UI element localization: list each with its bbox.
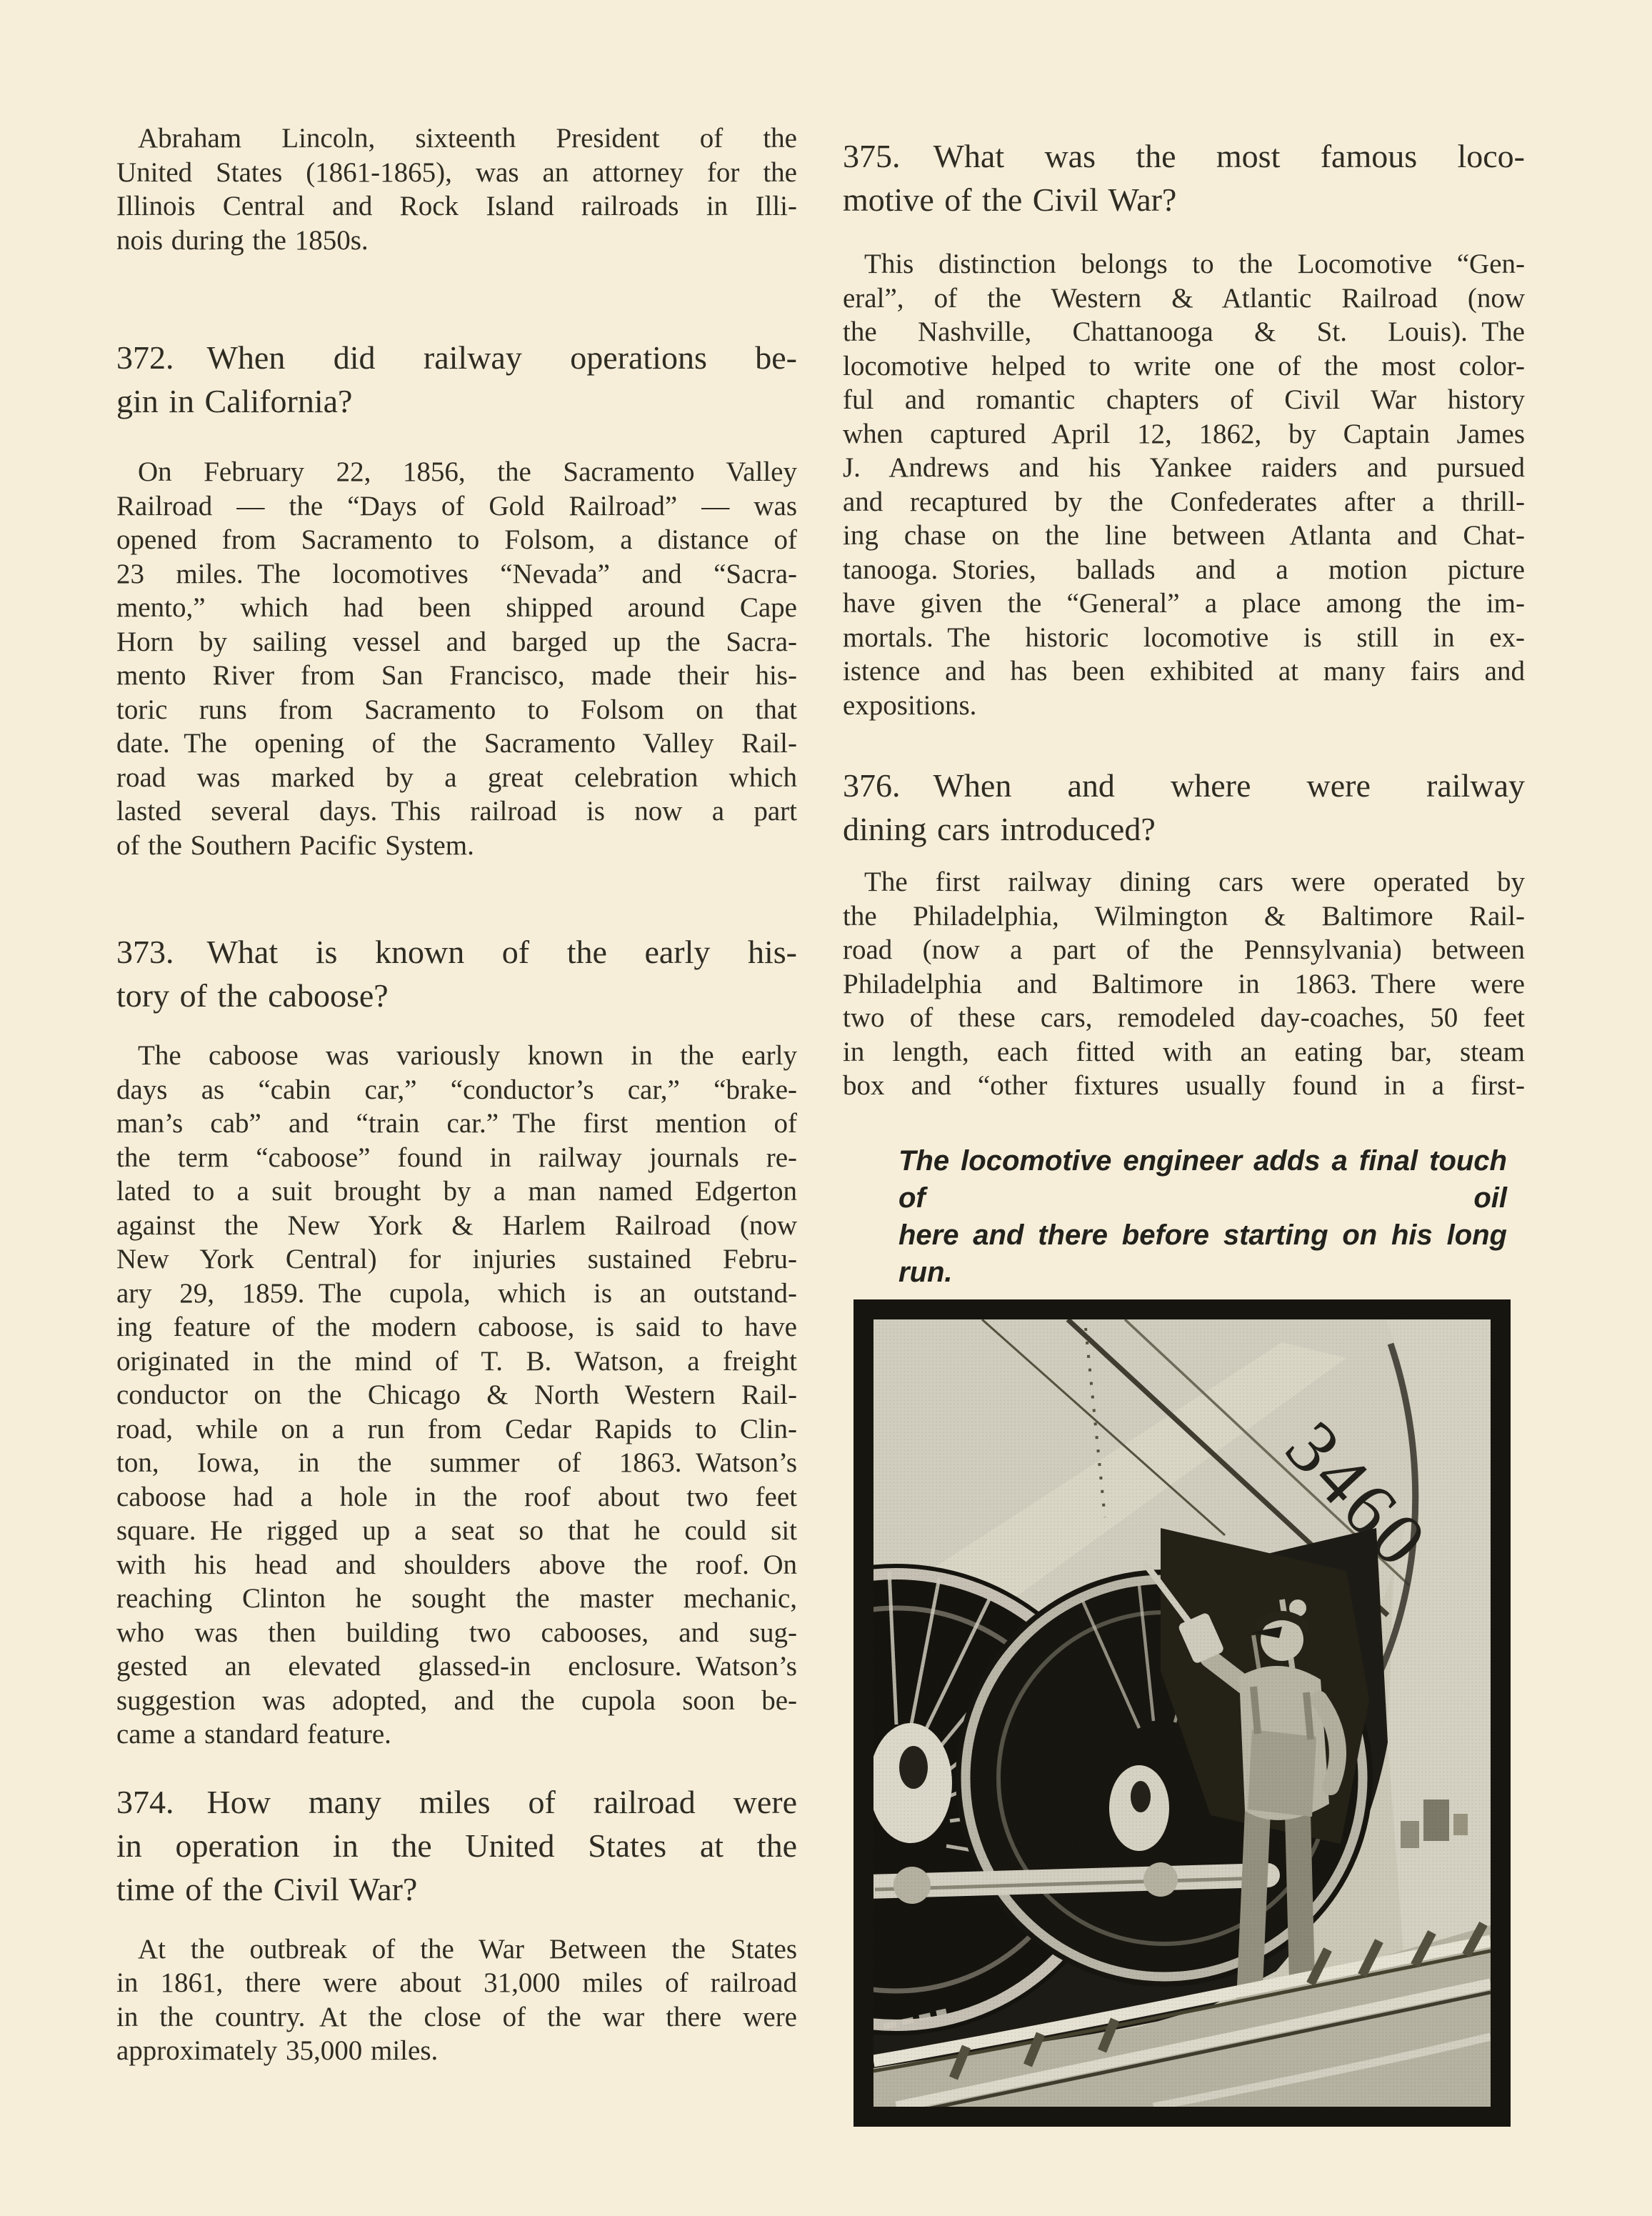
text-line: Horn by sailing vessel and barged up the Sacra- [116, 626, 797, 657]
question-376-answer [843, 865, 1525, 1103]
text-line: ary 29, 1859. The cupola, which is an outstand- [116, 1277, 797, 1309]
question-375-answer [843, 247, 1525, 722]
text-line: in length, each fitted with an eating bar, steam [843, 1036, 1525, 1067]
text-line: lasted several days. This railroad is now a part [116, 796, 797, 827]
text-line: gested an elevated glassed-in enclosure. Watson’s [116, 1651, 797, 1682]
text-line: approximately 35,000 miles. [116, 2035, 439, 2066]
text-line: of the Southern Pacific System. [116, 829, 474, 861]
text-line: eral”, of the Western & Atlantic Railroad (now [843, 282, 1525, 314]
text-line: conductor on the Chicago & North Western Rail- [116, 1379, 797, 1410]
text-line: the Philadelphia, Wilmington & Baltimore Rail- [843, 900, 1525, 932]
question-375-heading [843, 134, 1525, 221]
text-line: locomotive helped to write one of the most color- [843, 350, 1525, 381]
text-line: motive of the Civil War? [843, 181, 1177, 218]
text-line: caboose had a hole in the roof about two feet [116, 1481, 797, 1512]
question-373-heading [116, 930, 797, 1017]
text-line: who was then building two cabooses, and sug- [116, 1617, 797, 1648]
text-line: time of the Civil War? [116, 1870, 418, 1907]
text-line: came a standard feature. [116, 1719, 391, 1750]
text-line: istence and has been exhibited at many fairs and [843, 656, 1525, 687]
text-line: mortals. The historic locomotive is still in ex- [843, 622, 1525, 653]
question-372-answer [116, 455, 797, 862]
text-line: when captured April 12, 1862, by Captain James [843, 418, 1525, 449]
text-line: This distinction belongs to the Locomotive “Gen- [864, 249, 1525, 279]
text-line: the Nashville, Chattanooga & St. Louis). The [843, 316, 1525, 347]
text-line: mento River from San Francisco, made their his- [116, 660, 797, 691]
text-line: toric runs from Sacramento to Folsom on that [116, 694, 797, 725]
text-line: originated in the mind of T. B. Watson, a freight [116, 1345, 797, 1377]
text-line: tory of the caboose? [116, 977, 389, 1014]
photo-caption [898, 1142, 1507, 1291]
text-line: in 1861, there were about 31,000 miles of railroad [116, 1967, 797, 1998]
continued-paragraph [116, 121, 797, 257]
text-line: 372. When did railway operations be- [116, 339, 797, 376]
text-line: nois during the 1850s. [116, 224, 369, 256]
text-line: here and there before starting on his long run. [898, 1219, 1507, 1288]
text-line: Illinois Central and Rock Island railroads in Illi- [116, 191, 797, 221]
text-line: mento,” which had been shipped around Cape [116, 592, 797, 623]
text-line: ing chase on the line between Atlanta and Chat- [843, 520, 1525, 551]
text-line: have given the “General” a place among the im- [843, 588, 1525, 619]
text-line: On February 22, 1856, the Sacramento Valley [138, 456, 797, 487]
text-line: two of these cars, remodeled day-coaches, 50 feet [843, 1002, 1525, 1033]
text-line: ton, Iowa, in the summer of 1863. Watson’s [116, 1447, 797, 1478]
text-line: 375. What was the most famous loco- [843, 138, 1525, 174]
text-line: opened from Sacramento to Folsom, a distance of [116, 524, 797, 555]
text-line: 23 miles. The locomotives “Nevada” and “Sacra- [116, 558, 797, 589]
text-line: ing feature of the modern caboose, is said to have [116, 1312, 797, 1342]
text-line: with his head and shoulders above the roof. On [116, 1549, 797, 1580]
text-line: Railroad — the “Days of Gold Railroad” — was [116, 490, 797, 521]
text-line: Philadelphia and Baltimore in 1863. There were [843, 968, 1525, 999]
text-line: against the New York & Harlem Railroad (now [116, 1209, 797, 1241]
text-line: road was marked by a great celebration which [116, 762, 797, 793]
text-line: reaching Clinton he sought the master mechanic, [116, 1583, 797, 1614]
text-line: The caboose was variously known in the early [138, 1040, 797, 1071]
text-line: United States (1861-1865), was an attorney for the [116, 156, 797, 188]
question-374-heading [116, 1780, 797, 1911]
text-line: square. He rigged up a seat so that he could sit [116, 1515, 797, 1546]
locomotive-photo-illustration [853, 1299, 1511, 2127]
text-line: Abraham Lincoln, sixteenth President of the [138, 123, 797, 154]
text-line: 373. What is known of the early his- [116, 934, 797, 970]
text-line: road (now a part of the Pennsylvania) between [843, 934, 1525, 965]
text-line: At the outbreak of the War Between the States [138, 1933, 797, 1965]
text-line: in the country. At the close of the war there were [116, 2001, 797, 2032]
text-line: 376. When and where were railway [843, 767, 1525, 804]
text-line: in operation in the United States at the [116, 1827, 797, 1864]
text-line: the term “caboose” found in railway journals re- [116, 1142, 797, 1173]
text-line: lated to a suit brought by a man named Edgerton [116, 1176, 797, 1207]
text-line: The locomotive engineer adds a final touch of oil [898, 1144, 1507, 1214]
question-376-heading [843, 764, 1525, 851]
text-line: tanooga. Stories, ballads and a motion picture [843, 554, 1525, 585]
text-line: suggestion was adopted, and the cupola soon be- [116, 1685, 797, 1716]
text-line: road, while on a run from Cedar Rapids to Clin- [116, 1413, 797, 1444]
text-line: The first railway dining cars were operated by [864, 867, 1525, 897]
locomotive-photo [853, 1299, 1511, 2127]
question-374-answer [116, 1932, 797, 2068]
text-line: dining cars introduced? [843, 811, 1156, 847]
question-373-answer [116, 1039, 797, 1752]
left-column [116, 121, 797, 2068]
text-line: New York Central) for injuries sustained Febru- [116, 1244, 797, 1274]
text-line: expositions. [843, 689, 977, 721]
text-line: and recaptured by the Confederates after a thrill- [843, 486, 1525, 517]
text-line: days as “cabin car,” “conductor’s car,” “brake- [116, 1074, 797, 1105]
question-372-heading [116, 336, 797, 423]
text-line: gin in California? [116, 383, 353, 419]
right-column [843, 121, 1525, 2127]
text-line: date. The opening of the Sacramento Valley Rail- [116, 728, 797, 759]
text-line: man’s cab” and “train car.” The first mention of [116, 1108, 797, 1139]
text-line: ful and romantic chapters of Civil War history [843, 384, 1525, 415]
text-line: 374. How many miles of railroad were [116, 1783, 797, 1820]
text-line: box and “other fixtures usually found in a first- [843, 1070, 1525, 1101]
text-line: J. Andrews and his Yankee raiders and pursued [843, 452, 1525, 483]
